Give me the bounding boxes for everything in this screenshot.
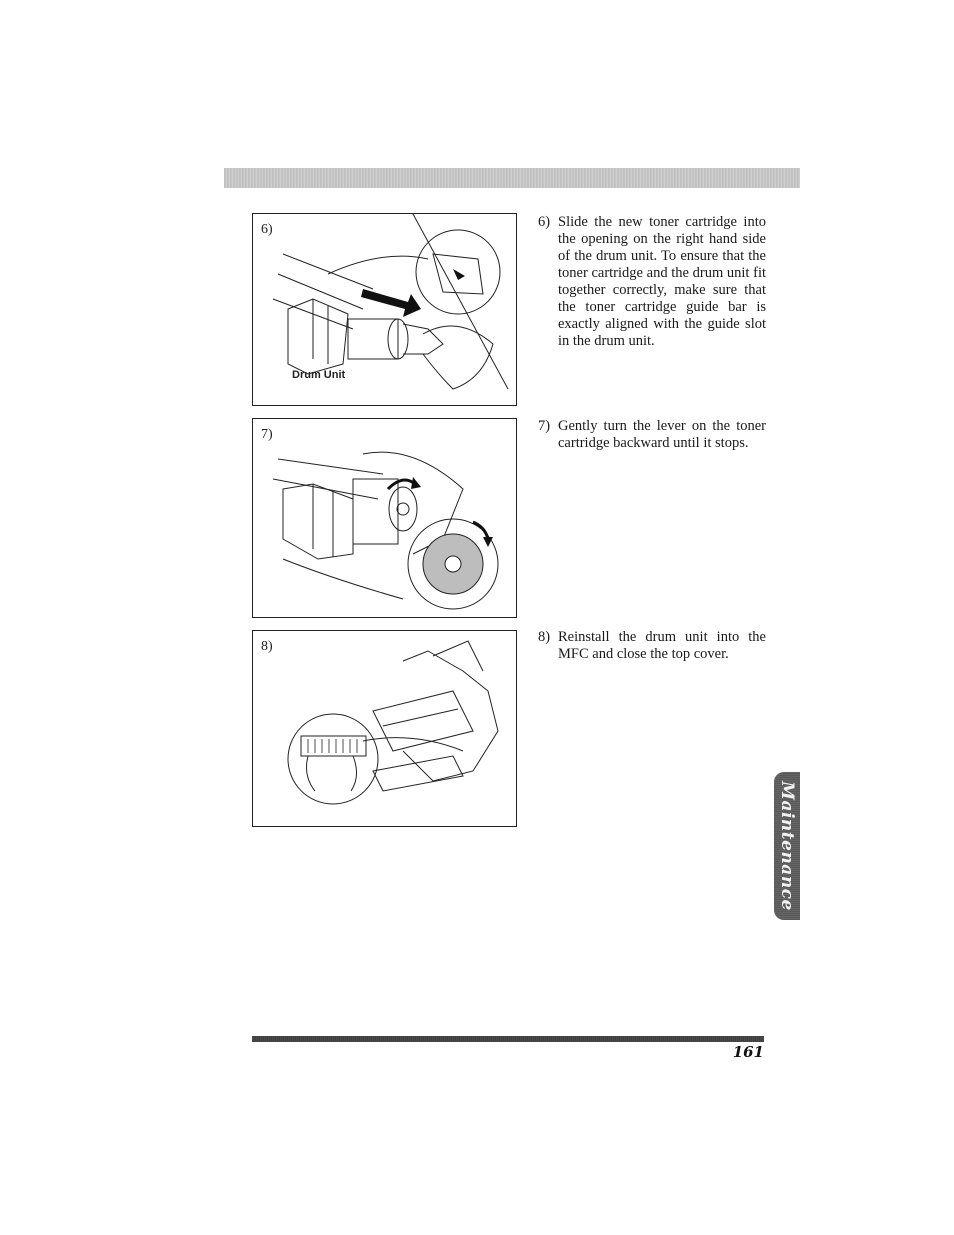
drum-unit-callout: Drum Unit [292, 369, 346, 381]
step-number: 8) [538, 629, 551, 645]
lever-turn-illustration [253, 419, 516, 617]
footer-rule [252, 1036, 764, 1042]
page-number: 161 [732, 1043, 764, 1061]
step-number: 6) [538, 214, 551, 230]
figure-label: 7) [261, 427, 273, 442]
step-body: Reinstall the drum unit into the MFC and close the top cover. [558, 629, 766, 662]
step-body: Slide the new toner cartridge into the opening on the right hand side of the drum unit. To ensure that the toner cartridge and the drum unit fit together correctly, make sure that the toner cartridge guide bar is exactly aligned with the guide slot in the drum unit. [558, 214, 766, 349]
figure-step-6 [252, 213, 517, 406]
figure-step-7 [252, 418, 517, 618]
section-tab-label: Maintenance [777, 781, 797, 911]
figure-step-8 [252, 630, 517, 827]
step-number: 7) [538, 418, 551, 434]
reinstall-drum-illustration [253, 631, 516, 826]
figure-label: 8) [261, 639, 273, 654]
step-8-text [538, 629, 766, 663]
section-tab [774, 772, 800, 920]
step-7-text [538, 418, 766, 452]
figure-label: 6) [261, 222, 273, 237]
step-6-text [538, 214, 766, 350]
step-body: Gently turn the lever on the toner cartridge backward until it stops. [558, 418, 766, 451]
header-band [224, 168, 800, 188]
